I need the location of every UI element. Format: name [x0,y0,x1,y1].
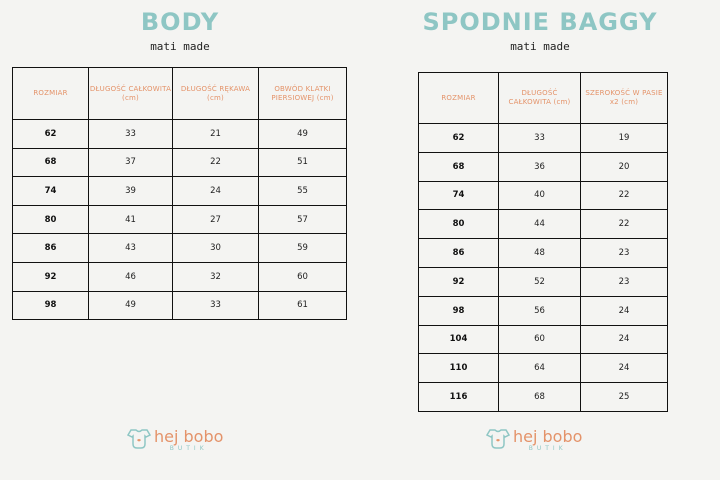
pants-table-row [419,239,668,268]
pants-cell: 92 [419,267,499,296]
body-size-table [12,67,347,320]
pants-title: SPODNIE BAGGY [422,8,658,36]
pants-table-row [419,152,668,181]
pants-cell: 52 [499,267,581,296]
body-cell: 46 [89,262,173,291]
pants-table-row [419,325,668,354]
pants-cell: 116 [419,383,499,412]
body-cell: 57 [259,205,347,234]
logo-tagline: BUTIK [169,445,208,452]
pants-table-row [419,124,668,153]
body-table-row [13,291,347,320]
body-table-row [13,205,347,234]
body-cell: 51 [259,148,347,177]
pants-cell: 24 [581,296,668,325]
body-cell: 68 [13,148,89,177]
pants-size-table [418,72,668,412]
body-cell: 62 [13,120,89,149]
pants-table-row [419,210,668,239]
body-header-sleeve-length: DŁUGOŚĆ RĘKAWA (cm) [173,68,259,120]
pants-header-size: ROZMIAR [419,73,499,124]
logo-tagline: BUTIK [528,445,567,452]
pants-cell: 64 [499,354,581,383]
body-cell: 24 [173,177,259,206]
body-cell: 30 [173,234,259,263]
body-cell: 32 [173,262,259,291]
body-table-row [13,262,347,291]
body-header-size: ROZMIAR [13,68,89,120]
body-cell: 49 [259,120,347,149]
body-cell: 98 [13,291,89,320]
pants-cell: 24 [581,325,668,354]
pants-header-waist-width: SZEROKOŚĆ W PASIE x2 (cm) [581,73,668,124]
body-cell: 59 [259,234,347,263]
pants-cell: 110 [419,354,499,383]
body-table-header-row [13,68,347,120]
pants-header-total-length: DŁUGOŚĆ CAŁKOWITA (cm) [499,73,581,124]
pants-cell: 22 [581,210,668,239]
logo-right [486,428,582,454]
body-header-chest: OBWÓD KLATKI PIERSIOWEJ (cm) [259,68,347,120]
baby-onesie-icon [127,428,151,454]
logo-name: hej bobo [513,427,583,446]
pants-cell: 19 [581,124,668,153]
body-cell: 60 [259,262,347,291]
pants-cell: 74 [419,181,499,210]
pants-table-row [419,383,668,412]
pants-cell: 22 [581,181,668,210]
pants-cell: 68 [499,383,581,412]
pants-cell: 36 [499,152,581,181]
pants-cell: 68 [419,152,499,181]
body-cell: 37 [89,148,173,177]
body-cell: 86 [13,234,89,263]
baby-onesie-icon [486,428,510,454]
body-cell: 55 [259,177,347,206]
body-cell: 43 [89,234,173,263]
pants-cell: 40 [499,181,581,210]
pants-cell: 33 [499,124,581,153]
body-cell: 33 [173,291,259,320]
pants-cell: 104 [419,325,499,354]
pants-cell: 24 [581,354,668,383]
body-cell: 27 [173,205,259,234]
body-header-total-length: DŁUGOŚĆ CAŁKOWITA (cm) [89,68,173,120]
pants-cell: 23 [581,239,668,268]
body-cell: 80 [13,205,89,234]
body-cell: 22 [173,148,259,177]
pants-cell: 48 [499,239,581,268]
body-table-row [13,177,347,206]
pants-table-row [419,354,668,383]
pants-cell: 23 [581,267,668,296]
body-table-row [13,120,347,149]
pants-cell: 80 [419,210,499,239]
body-table-row [13,148,347,177]
pants-cell: 62 [419,124,499,153]
logo-left [127,428,223,454]
pants-table-row [419,267,668,296]
pants-cell: 20 [581,152,668,181]
body-cell: 39 [89,177,173,206]
body-cell: 33 [89,120,173,149]
body-title: BODY [140,8,220,36]
pants-cell: 98 [419,296,499,325]
pants-cell: 25 [581,383,668,412]
logo-name: hej bobo [154,427,224,446]
pants-cell: 86 [419,239,499,268]
pants-table-row [419,296,668,325]
pants-cell: 44 [499,210,581,239]
pants-subtitle: mati made [510,40,570,53]
body-cell: 21 [173,120,259,149]
pants-cell: 56 [499,296,581,325]
pants-table-row [419,181,668,210]
body-cell: 92 [13,262,89,291]
body-subtitle: mati made [150,40,210,53]
body-cell: 41 [89,205,173,234]
pants-table-header-row [419,73,668,124]
pants-cell: 60 [499,325,581,354]
body-table-row [13,234,347,263]
body-cell: 49 [89,291,173,320]
body-cell: 61 [259,291,347,320]
body-cell: 74 [13,177,89,206]
